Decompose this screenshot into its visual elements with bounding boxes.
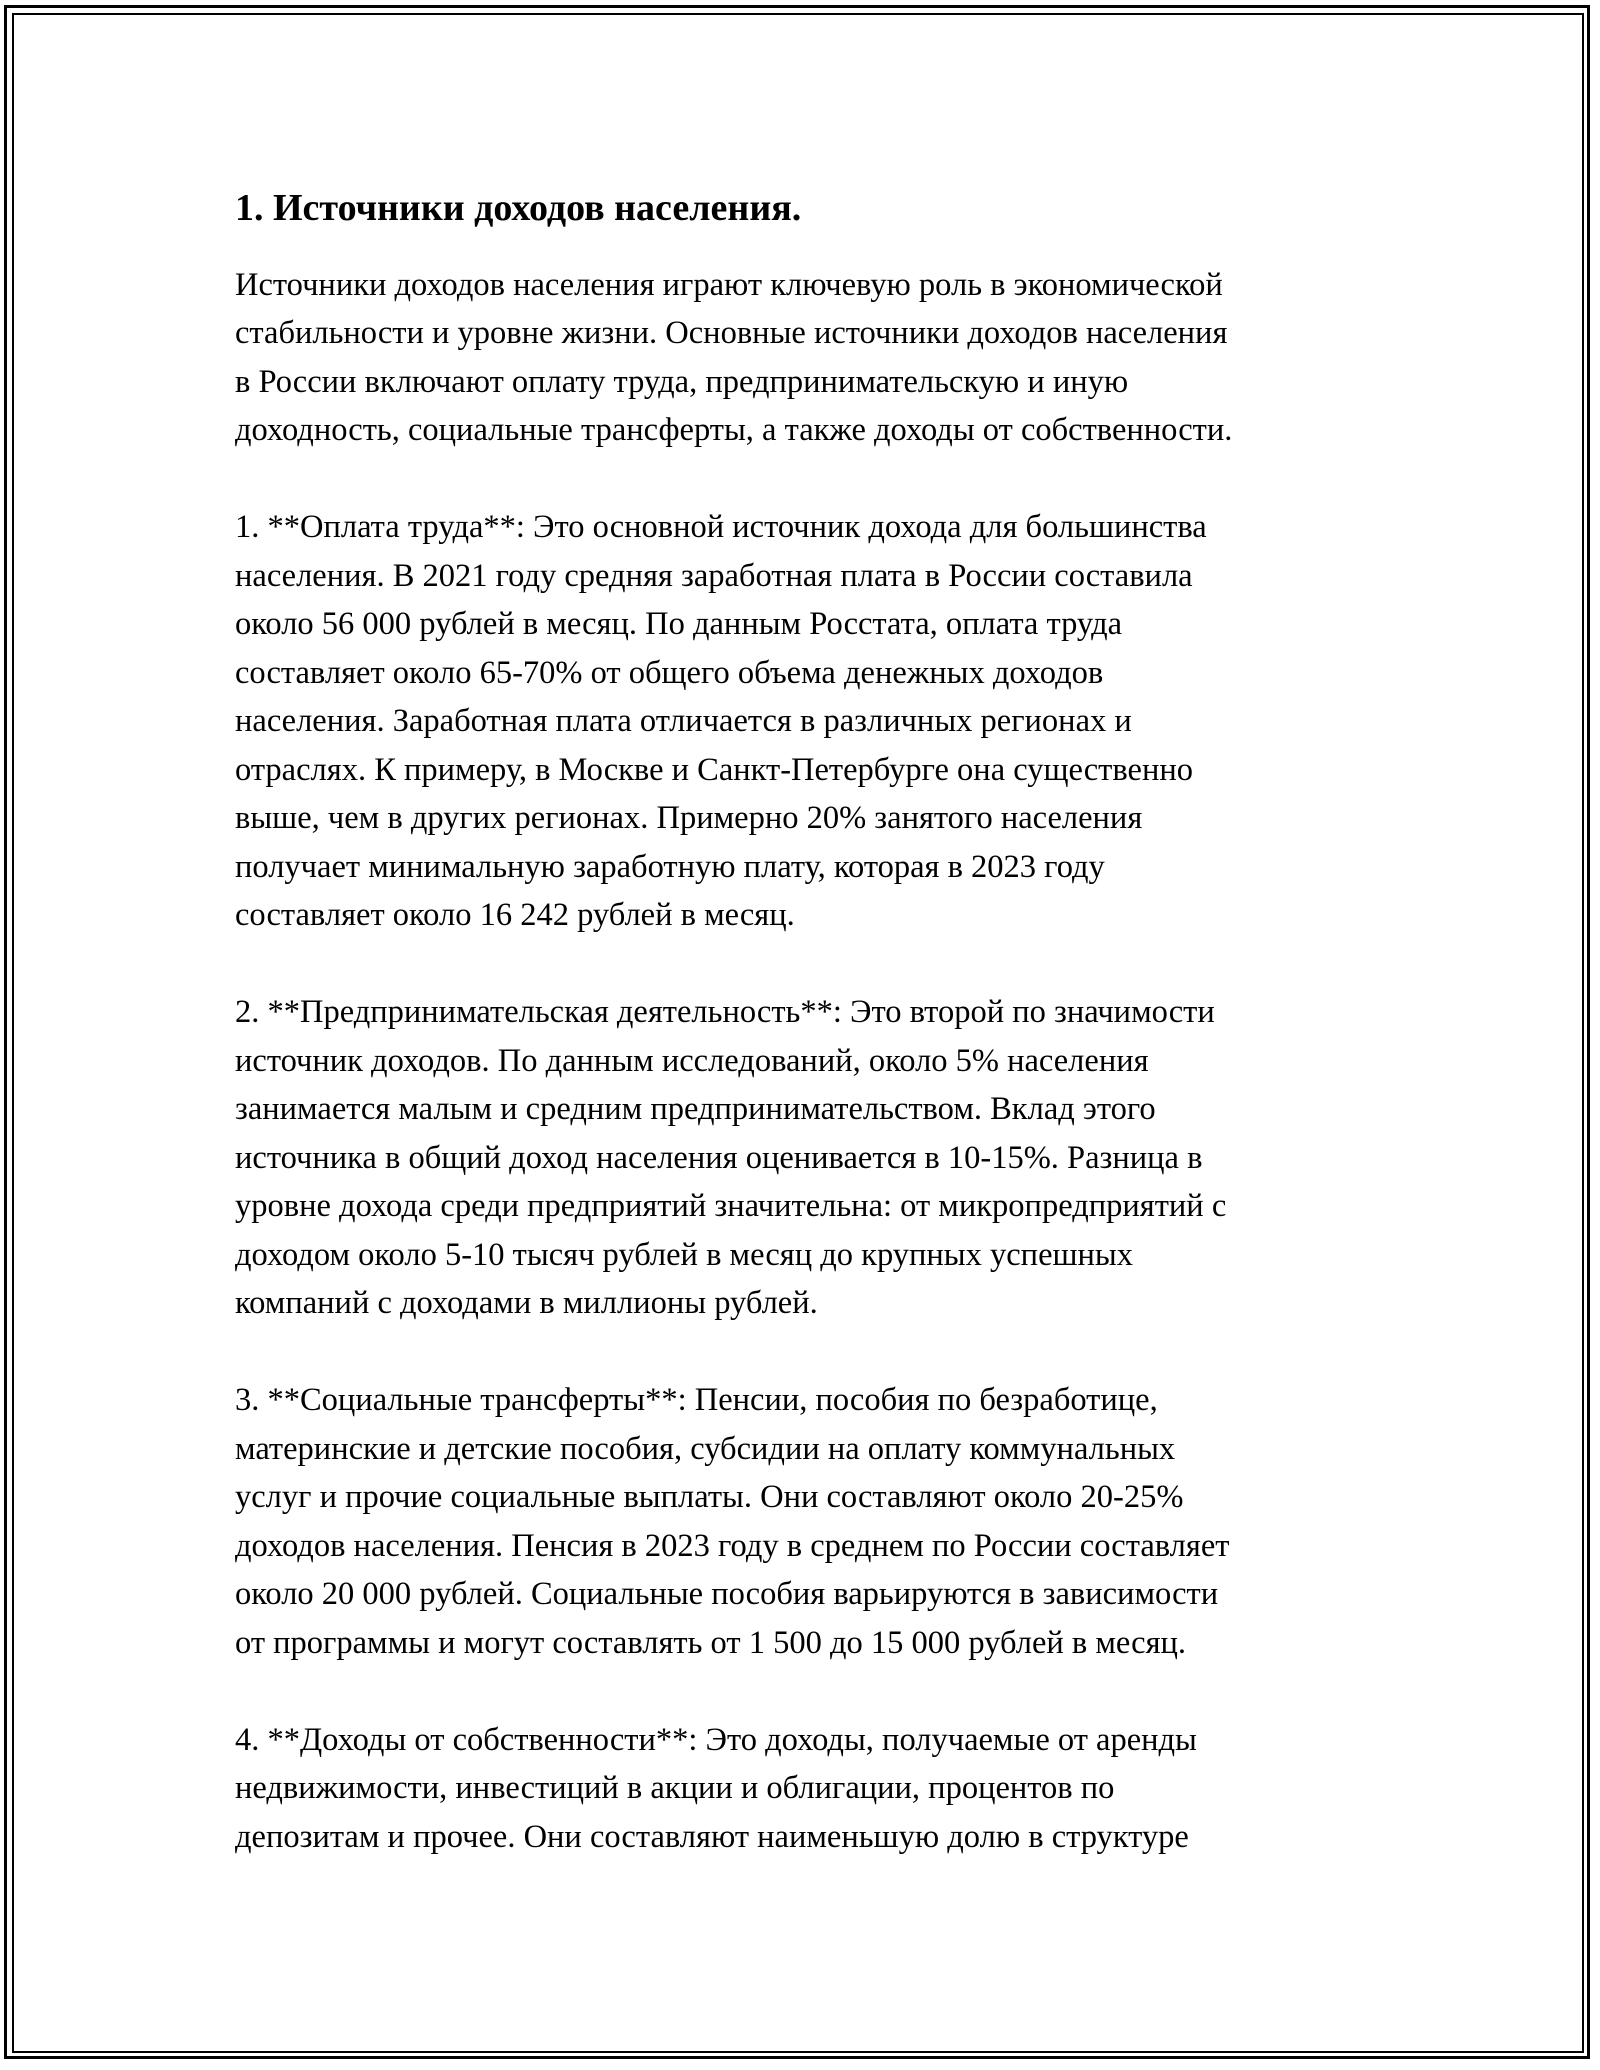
text-line: источника в общий доход населения оценивается в 10-15%. Разница в xyxy=(235,1139,1203,1176)
text-line: от программы и могут составлять от 1 500 до 15 000 рублей в месяц. xyxy=(235,1624,1187,1661)
list-item-wages xyxy=(235,503,1395,940)
list-item-property-income xyxy=(235,1716,1395,1862)
text-line: 2. **Предпринимательская деятельность**: Это второй по значимости xyxy=(235,994,1215,1030)
text-line: 3. **Социальные трансферты**: Пенсии, пособия по безработице, xyxy=(235,1382,1158,1418)
text-line: 1. **Оплата труда**: Это основной источник дохода для большинства xyxy=(235,509,1207,545)
text-line: Источники доходов населения играют ключевую роль в экономической xyxy=(235,266,1223,303)
section-heading: 1. Источники доходов населения. xyxy=(235,187,802,229)
text-line: выше, чем в других регионах. Примерно 20% занятого населения xyxy=(235,800,1143,836)
text-line: около 56 000 рублей в месяц. По данным Росстата, оплата труда xyxy=(235,606,1123,642)
text-line: источник доходов. По данным исследований, около 5% населения xyxy=(235,1042,1149,1079)
text-line: населения. Заработная плата отличается в различных регионах и xyxy=(235,703,1132,739)
text-line: доходов населения. Пенсия в 2023 году в среднем по России составляет xyxy=(235,1527,1230,1564)
text-line: около 20 000 рублей. Социальные пособия варьируются в зависимости xyxy=(235,1576,1219,1612)
text-line: составляет около 16 242 рублей в месяц. xyxy=(235,897,795,933)
document-page xyxy=(235,185,1395,1910)
text-line: уровне дохода среди предприятий значительна: от микропредприятий с xyxy=(235,1188,1227,1224)
text-line: занимается малым и средним предпринимательством. Вклад этого xyxy=(235,1091,1156,1127)
text-line: депозитам и прочее. Они составляют наименьшую долю в структуре xyxy=(235,1818,1189,1855)
text-line: недвижимости, инвестиций в акции и облигации, процентов по xyxy=(235,1770,1115,1806)
text-line: стабильности и уровне жизни. Основные источники доходов населения xyxy=(235,315,1228,351)
text-line: в России включают оплату труда, предпринимательскую и иную xyxy=(235,363,1129,400)
text-line: компаний с доходами в миллионы рублей. xyxy=(235,1285,818,1321)
list-item-entrepreneurship xyxy=(235,988,1395,1328)
list-item-social-transfers xyxy=(235,1376,1395,1667)
text-line: населения. В 2021 году средняя заработная плата в России составила xyxy=(235,557,1193,594)
intro-paragraph xyxy=(235,261,1395,455)
text-line: материнские и детские пособия, субсидии на оплату коммунальных xyxy=(235,1430,1176,1467)
text-line: отраслях. К примеру, в Москве и Санкт-Петербурге она существенно xyxy=(235,751,1193,788)
text-line: получает минимальную заработную плату, которая в 2023 году xyxy=(235,848,1105,885)
text-line: услуг и прочие социальные выплаты. Они составляют около 20-25% xyxy=(235,1479,1184,1515)
text-line: составляет около 65-70% от общего объема денежных доходов xyxy=(235,654,1104,691)
text-line: доходность, социальные трансферты, а также доходы от собственности. xyxy=(235,412,1233,448)
text-line: 4. **Доходы от собственности**: Это доходы, получаемые от аренды xyxy=(235,1721,1197,1758)
text-line: доходом около 5-10 тысяч рублей в месяц до крупных успешных xyxy=(235,1236,1134,1273)
